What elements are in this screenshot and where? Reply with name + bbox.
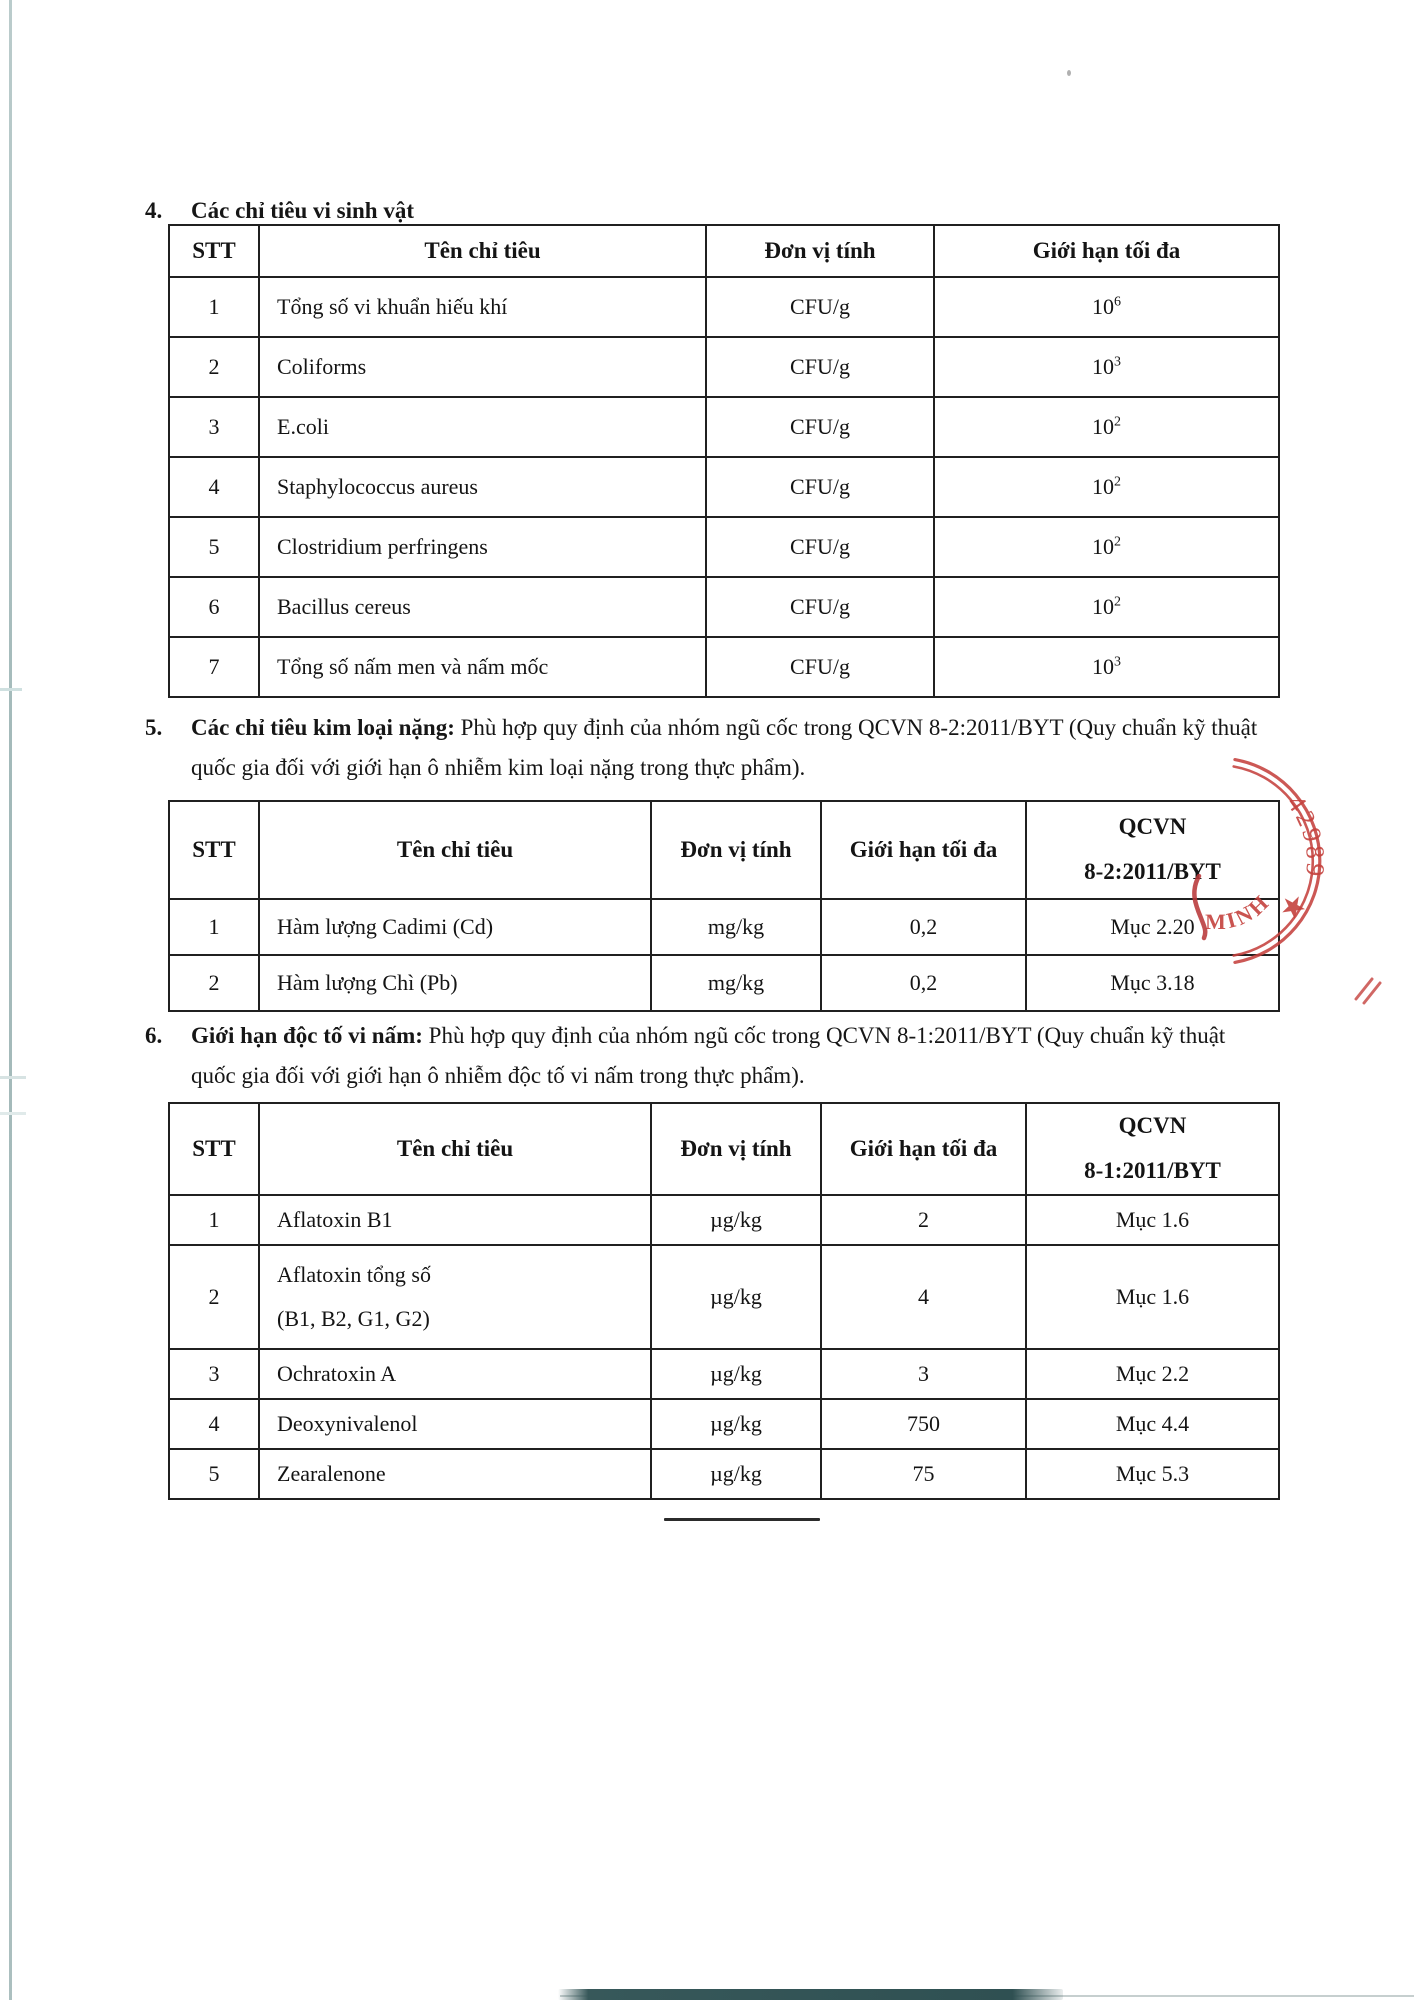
limit-exponent: 2 <box>1114 474 1121 490</box>
cell-stt: 2 <box>169 1245 259 1349</box>
scan-tick <box>0 688 22 691</box>
cell-limit <box>934 517 1279 577</box>
stamp-text-minh: MINH <box>1205 888 1276 935</box>
header-qcvn <box>1026 1103 1279 1195</box>
table-row <box>169 337 1279 397</box>
section-lead: Giới hạn độc tố vi nấm: <box>191 1023 423 1048</box>
cell-name: Aflatoxin B1 <box>259 1195 651 1245</box>
cell-limit <box>934 457 1279 517</box>
limit-base: 10 <box>1092 354 1114 379</box>
header-name: Tên chỉ tiêu <box>259 225 706 277</box>
limit-base: 10 <box>1092 534 1114 559</box>
table-row <box>169 899 1279 955</box>
stamp-number: 42989 <box>1281 789 1331 881</box>
limit-base: 10 <box>1092 594 1114 619</box>
section-6-heading <box>145 1016 1275 1095</box>
limit-exponent: 2 <box>1114 594 1121 610</box>
limit-exponent: 2 <box>1114 534 1121 550</box>
micro-criteria-table <box>168 224 1280 698</box>
svg-text:42989 <box>1281 790 1330 881</box>
cell-unit: µg/kg <box>651 1399 821 1449</box>
cell-ref: Mục 2.20 <box>1026 899 1279 955</box>
cell-name: Hàm lượng Chì (Pb) <box>259 955 651 1011</box>
cell-ref: Mục 4.4 <box>1026 1399 1279 1449</box>
header-unit: Đơn vị tính <box>706 225 934 277</box>
section-number: 5. <box>145 715 163 740</box>
scan-tick <box>0 1112 26 1115</box>
table-row <box>169 637 1279 697</box>
cell-stt: 3 <box>169 1349 259 1399</box>
header-name: Tên chỉ tiêu <box>259 1103 651 1195</box>
table-row <box>169 1349 1279 1399</box>
header-stt: STT <box>169 801 259 899</box>
cell-stt: 6 <box>169 577 259 637</box>
table-row <box>169 517 1279 577</box>
table-row <box>169 1195 1279 1245</box>
cell-limit <box>934 397 1279 457</box>
cell-ref: Mục 1.6 <box>1026 1195 1279 1245</box>
table-row <box>169 1399 1279 1449</box>
section-text: Giới hạn độc tố vi nấm: Phù hợp quy định của nhóm ngũ cốc trong QCVN 8-1:2011/BYT (Quy chuẩn kỹ thuật quốc gia đối với giới hạn ô nhiễm độc tố vi nấm trong thực phẩm). <box>191 1023 1226 1088</box>
bottom-scan-bar <box>558 1989 1063 2000</box>
limit-exponent: 2 <box>1114 414 1121 430</box>
cell-limit: 750 <box>821 1399 1026 1449</box>
cell-stt: 4 <box>169 457 259 517</box>
cell-unit: CFU/g <box>706 277 934 337</box>
red-slash-mark <box>1348 972 1388 1012</box>
table-row <box>169 1449 1279 1499</box>
scan-speck <box>1067 70 1071 76</box>
cell-stt: 5 <box>169 517 259 577</box>
cell-ref: Mục 1.6 <box>1026 1245 1279 1349</box>
limit-exponent: 3 <box>1114 654 1121 670</box>
cell-unit: CFU/g <box>706 517 934 577</box>
cell-unit: µg/kg <box>651 1245 821 1349</box>
header-stt: STT <box>169 1103 259 1195</box>
cell-stt: 1 <box>169 277 259 337</box>
cell-limit: 4 <box>821 1245 1026 1349</box>
cell-name: Staphylococcus aureus <box>259 457 706 517</box>
section-title: Các chỉ tiêu vi sinh vật <box>191 198 414 223</box>
cell-limit <box>934 637 1279 697</box>
cell-stt: 7 <box>169 637 259 697</box>
limit-base: 10 <box>1092 654 1114 679</box>
cell-stt: 1 <box>169 1195 259 1245</box>
table-row <box>169 277 1279 337</box>
cell-name: Aflatoxin tổng số (B1, B2, G1, G2) <box>259 1245 651 1349</box>
limit-base: 10 <box>1092 414 1114 439</box>
cell-name: Tổng số vi khuẩn hiếu khí <box>259 277 706 337</box>
section-number: 4. <box>145 198 163 223</box>
scan-edge-line <box>9 0 12 2000</box>
cell-name: Clostridium perfringens <box>259 517 706 577</box>
header-unit: Đơn vị tính <box>651 1103 821 1195</box>
cell-name: Bacillus cereus <box>259 577 706 637</box>
limit-exponent: 3 <box>1114 354 1121 370</box>
scan-tick <box>0 1076 26 1079</box>
header-name: Tên chỉ tiêu <box>259 801 651 899</box>
cell-name: Deoxynivalenol <box>259 1399 651 1449</box>
limit-base: 10 <box>1092 294 1114 319</box>
cell-name: Tổng số nấm men và nấm mốc <box>259 637 706 697</box>
cell-name: Ochratoxin A <box>259 1349 651 1399</box>
cell-limit: 2 <box>821 1195 1026 1245</box>
table-header-row <box>169 801 1279 899</box>
table-row <box>169 457 1279 517</box>
cell-name: Zearalenone <box>259 1449 651 1499</box>
stamp-star-icon: ★ <box>1273 886 1313 929</box>
cell-unit: CFU/g <box>706 457 934 517</box>
table-row <box>169 1245 1279 1349</box>
cell-stt: 3 <box>169 397 259 457</box>
section-5-heading <box>145 708 1275 787</box>
cell-unit: mg/kg <box>651 955 821 1011</box>
heavy-metal-table <box>168 800 1280 1012</box>
cell-unit: mg/kg <box>651 899 821 955</box>
cell-unit: µg/kg <box>651 1349 821 1399</box>
limit-base: 10 <box>1092 474 1114 499</box>
qcvn-line2: 8-2:2011/BYT <box>1084 859 1221 884</box>
cell-limit <box>934 577 1279 637</box>
cell-stt: 1 <box>169 899 259 955</box>
header-limit: Giới hạn tối đa <box>821 801 1026 899</box>
header-unit: Đơn vị tính <box>651 801 821 899</box>
cell-ref: Mục 3.18 <box>1026 955 1279 1011</box>
cell-stt: 2 <box>169 955 259 1011</box>
table-header-row <box>169 225 1279 277</box>
cell-limit: 0,2 <box>821 955 1026 1011</box>
cell-limit <box>934 277 1279 337</box>
header-limit: Giới hạn tối đa <box>821 1103 1026 1195</box>
cell-name: E.coli <box>259 397 706 457</box>
cell-limit: 3 <box>821 1349 1026 1399</box>
cell-stt: 5 <box>169 1449 259 1499</box>
qcvn-line1: QCVN <box>1118 814 1187 840</box>
table-header-row <box>169 1103 1279 1195</box>
table-row <box>169 577 1279 637</box>
header-limit: Giới hạn tối đa <box>934 225 1279 277</box>
cell-unit: CFU/g <box>706 397 934 457</box>
cell-unit: µg/kg <box>651 1195 821 1245</box>
qcvn-line2: 8-1:2011/BYT <box>1084 1158 1221 1183</box>
cell-unit: CFU/g <box>706 337 934 397</box>
section-text: Các chỉ tiêu kim loại nặng: Phù hợp quy định của nhóm ngũ cốc trong QCVN 8-2:2011/BYT (Quy chuẩn kỹ thuật quốc gia đối với giới hạn ô nhiễm kim loại nặng trong thực phẩm). <box>191 715 1258 780</box>
cell-stt: 2 <box>169 337 259 397</box>
cell-ref: Mục 5.3 <box>1026 1449 1279 1499</box>
section-number: 6. <box>145 1023 163 1048</box>
table-row <box>169 955 1279 1011</box>
cell-unit: CFU/g <box>706 577 934 637</box>
cell-ref: Mục 2.2 <box>1026 1349 1279 1399</box>
cell-stt: 4 <box>169 1399 259 1449</box>
cell-name: Coliforms <box>259 337 706 397</box>
mycotoxin-table <box>168 1102 1280 1500</box>
cell-unit: µg/kg <box>651 1449 821 1499</box>
footer-separator-line <box>664 1518 820 1521</box>
cell-limit: 75 <box>821 1449 1026 1499</box>
header-stt: STT <box>169 225 259 277</box>
cell-name: Hàm lượng Cadimi (Cd) <box>259 899 651 955</box>
header-qcvn <box>1026 801 1279 899</box>
section-lead: Các chỉ tiêu kim loại nặng: <box>191 715 455 740</box>
cell-unit: CFU/g <box>706 637 934 697</box>
cell-limit: 0,2 <box>821 899 1026 955</box>
qcvn-line1: QCVN <box>1118 1113 1187 1139</box>
limit-exponent: 6 <box>1114 294 1121 310</box>
cell-limit <box>934 337 1279 397</box>
table-row <box>169 397 1279 457</box>
